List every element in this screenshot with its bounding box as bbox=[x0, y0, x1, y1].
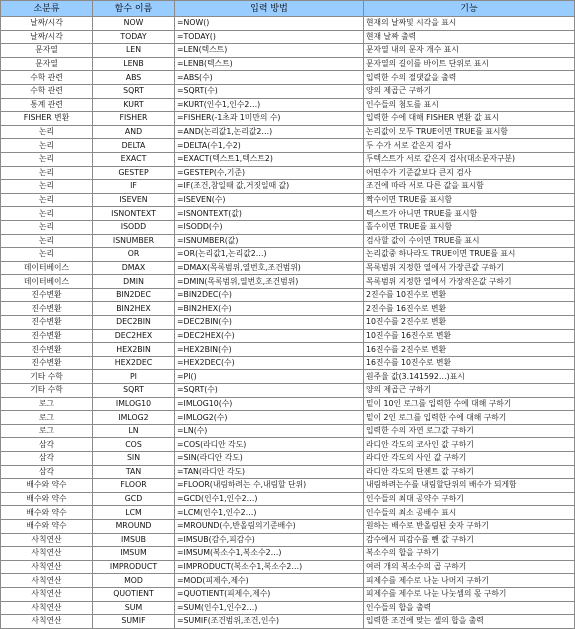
description-cell: 내림하려는수를 내림할단위의 배수가 되게함 bbox=[364, 479, 575, 493]
input-method-cell: =IMPRODUCT(복소수1,복소수2…) bbox=[175, 560, 364, 574]
function-name-cell: IMSUB bbox=[93, 533, 175, 547]
function-name-cell: LEN bbox=[93, 44, 175, 58]
table-row bbox=[1, 438, 575, 452]
function-name-cell: DELTA bbox=[93, 139, 175, 153]
category-cell: 진수변환 bbox=[1, 343, 93, 357]
input-method-cell: =DMIN(목록범위,열번호,조건범위) bbox=[175, 275, 364, 289]
table-row bbox=[1, 384, 575, 398]
description-cell: 감수에서 피감수를 뺀 값 구하기 bbox=[364, 533, 575, 547]
description-cell: 원하는 배수로 반올림된 숫자 구하기 bbox=[364, 519, 575, 533]
description-cell: 검사할 값이 수이면 TRUE를 표시 bbox=[364, 234, 575, 248]
description-cell: 2진수를 10진수로 변환 bbox=[364, 288, 575, 302]
description-cell: 목록범위 지정한 열에서 가장큰값 구하기 bbox=[364, 261, 575, 275]
table-row bbox=[1, 234, 575, 248]
function-name-cell: LCM bbox=[93, 506, 175, 520]
category-cell: 수학 관련 bbox=[1, 71, 93, 85]
table-row bbox=[1, 261, 575, 275]
table-row bbox=[1, 574, 575, 588]
input-method-cell: =SQRT(수) bbox=[175, 384, 364, 398]
category-cell: 날짜/시각 bbox=[1, 17, 93, 31]
function-name-cell: AND bbox=[93, 125, 175, 139]
input-method-cell: =IMLOG2(수) bbox=[175, 411, 364, 425]
description-cell: 피제수를 제수로 나눈 나눗셈의 몫 구하기 bbox=[364, 587, 575, 601]
input-method-cell: =DEC2BIN(수) bbox=[175, 316, 364, 330]
description-cell: 양의 제곱근 구하기 bbox=[364, 384, 575, 398]
input-method-cell: =SUM(인수1,인수2…) bbox=[175, 601, 364, 615]
function-name-cell: BIN2DEC bbox=[93, 288, 175, 302]
table-row bbox=[1, 288, 575, 302]
input-method-cell: =ISEVEN(수) bbox=[175, 193, 364, 207]
description-cell: 논리값중 하나라도 TRUE이면 TRUE를 표시 bbox=[364, 248, 575, 262]
category-cell: 사칙연산 bbox=[1, 560, 93, 574]
table-row bbox=[1, 152, 575, 166]
description-cell: 10진수를 2진수로 변환 bbox=[364, 316, 575, 330]
table-row bbox=[1, 166, 575, 180]
description-cell: 라디안 각도의 탄젠트 값 구하기 bbox=[364, 465, 575, 479]
header-function-desc: 기능 bbox=[364, 1, 575, 17]
table-row bbox=[1, 615, 575, 629]
input-method-cell: =DELTA(수1,수2) bbox=[175, 139, 364, 153]
input-method-cell: =SQRT(수) bbox=[175, 84, 364, 98]
description-cell: 양의 제곱근 구하기 bbox=[364, 84, 575, 98]
description-cell: 입력한 수의 자연 로그값 구하기 bbox=[364, 424, 575, 438]
table-row bbox=[1, 316, 575, 330]
description-cell: 어떤수가 기준값보다 큰지 검사 bbox=[364, 166, 575, 180]
category-cell: FISHER 변환 bbox=[1, 112, 93, 126]
header-category: 소분류 bbox=[1, 1, 93, 17]
category-cell: 로그 bbox=[1, 397, 93, 411]
input-method-cell: =BIN2DEC(수) bbox=[175, 288, 364, 302]
table-row bbox=[1, 125, 575, 139]
input-method-cell: =COS(라디안 각도) bbox=[175, 438, 364, 452]
function-name-cell: SQRT bbox=[93, 84, 175, 98]
category-cell: 논리 bbox=[1, 220, 93, 234]
header-row bbox=[1, 1, 575, 17]
category-cell: 사칙연산 bbox=[1, 547, 93, 561]
function-name-cell: BIN2HEX bbox=[93, 302, 175, 316]
table-row bbox=[1, 356, 575, 370]
description-cell: 입력한 수의 절댓값을 출력 bbox=[364, 71, 575, 85]
description-cell: 밑이 10인 로그를 입력한 수에 대해 구하기 bbox=[364, 397, 575, 411]
category-cell: 사칙연산 bbox=[1, 533, 93, 547]
table-row bbox=[1, 465, 575, 479]
table-row bbox=[1, 139, 575, 153]
function-name-cell: ISODD bbox=[93, 220, 175, 234]
description-cell: 텍스트가 아니면 TRUE를 표시함 bbox=[364, 207, 575, 221]
input-method-cell: =ISODD(수) bbox=[175, 220, 364, 234]
description-cell: 두텍스트가 서로 같은지 검사(대소문자구분) bbox=[364, 152, 575, 166]
description-cell: 10진수를 16진수로 변환 bbox=[364, 329, 575, 343]
description-cell: 현재 날짜 출력 bbox=[364, 30, 575, 44]
function-name-cell: QUOTIENT bbox=[93, 587, 175, 601]
function-name-cell: GESTEP bbox=[93, 166, 175, 180]
category-cell: 논리 bbox=[1, 152, 93, 166]
category-cell: 사칙연산 bbox=[1, 601, 93, 615]
table-row bbox=[1, 343, 575, 357]
table-row bbox=[1, 424, 575, 438]
table-row bbox=[1, 112, 575, 126]
category-cell: 논리 bbox=[1, 207, 93, 221]
table-row bbox=[1, 44, 575, 58]
input-method-cell: =TODAY() bbox=[175, 30, 364, 44]
category-cell: 로그 bbox=[1, 424, 93, 438]
function-name-cell: IMLOG2 bbox=[93, 411, 175, 425]
description-cell: 2진수를 16진수로 변환 bbox=[364, 302, 575, 316]
category-cell: 사칙연산 bbox=[1, 587, 93, 601]
description-cell: 원주율 값(3.141592…)표시 bbox=[364, 370, 575, 384]
description-cell: 피제수를 제수로 나눈 나머지 구하기 bbox=[364, 574, 575, 588]
input-method-cell: =FISHER(-1초과 1미만의 수) bbox=[175, 112, 364, 126]
category-cell: 사칙연산 bbox=[1, 574, 93, 588]
function-name-cell: SUM bbox=[93, 601, 175, 615]
category-cell: 로그 bbox=[1, 411, 93, 425]
description-cell: 라디안 각도의 사인 값 구하기 bbox=[364, 452, 575, 466]
header-function-name: 함수 이름 bbox=[93, 1, 175, 17]
category-cell: 삼각 bbox=[1, 438, 93, 452]
description-cell: 입력한 조건에 맞는 셀의 합을 출력 bbox=[364, 615, 575, 629]
function-name-cell: HEX2DEC bbox=[93, 356, 175, 370]
table-row bbox=[1, 370, 575, 384]
category-cell: 진수변환 bbox=[1, 329, 93, 343]
function-name-cell: NOW bbox=[93, 17, 175, 31]
table-body bbox=[1, 17, 575, 629]
function-name-cell: DMIN bbox=[93, 275, 175, 289]
function-name-cell: TAN bbox=[93, 465, 175, 479]
function-name-cell: LENB bbox=[93, 57, 175, 71]
input-method-cell: =PI() bbox=[175, 370, 364, 384]
table-row bbox=[1, 547, 575, 561]
description-cell: 여러 개의 복소수의 곱 구하기 bbox=[364, 560, 575, 574]
category-cell: 논리 bbox=[1, 180, 93, 194]
description-cell: 16진수를 2진수로 변환 bbox=[364, 343, 575, 357]
function-name-cell: SQRT bbox=[93, 384, 175, 398]
input-method-cell: =NOW() bbox=[175, 17, 364, 31]
input-method-cell: =GCD(인수1,인수2…) bbox=[175, 492, 364, 506]
category-cell: 진수변환 bbox=[1, 316, 93, 330]
function-name-cell: OR bbox=[93, 248, 175, 262]
table-row bbox=[1, 302, 575, 316]
function-name-cell: COS bbox=[93, 438, 175, 452]
description-cell: 복소수의 합을 구하기 bbox=[364, 547, 575, 561]
input-method-cell: =LENB(텍스트) bbox=[175, 57, 364, 71]
description-cell: 조건에 따라 서로 다른 값을 표시함 bbox=[364, 180, 575, 194]
input-method-cell: =HEX2BIN(수) bbox=[175, 343, 364, 357]
category-cell: 문자열 bbox=[1, 44, 93, 58]
description-cell: 홀수이면 TRUE를 표시함 bbox=[364, 220, 575, 234]
table-row bbox=[1, 452, 575, 466]
table-row bbox=[1, 492, 575, 506]
table-row bbox=[1, 180, 575, 194]
category-cell: 기타 수학 bbox=[1, 370, 93, 384]
category-cell: 사칙연산 bbox=[1, 615, 93, 629]
category-cell: 수학 관련 bbox=[1, 84, 93, 98]
category-cell: 진수변환 bbox=[1, 288, 93, 302]
function-name-cell: SUMIF bbox=[93, 615, 175, 629]
description-cell: 밑이 2인 로그를 입력한 수에 대해 구하기 bbox=[364, 411, 575, 425]
table-row bbox=[1, 601, 575, 615]
input-method-cell: =LEN(텍스트) bbox=[175, 44, 364, 58]
input-method-cell: =ISNUMBER(값) bbox=[175, 234, 364, 248]
input-method-cell: =OR(논리값1,논리값2…) bbox=[175, 248, 364, 262]
category-cell: 기타 수학 bbox=[1, 384, 93, 398]
header-input-method: 입력 방법 bbox=[175, 1, 364, 17]
function-name-cell: PI bbox=[93, 370, 175, 384]
input-method-cell: =BIN2HEX(수) bbox=[175, 302, 364, 316]
category-cell: 문자열 bbox=[1, 57, 93, 71]
input-method-cell: =KURT(인수1,인수2…) bbox=[175, 98, 364, 112]
table-row bbox=[1, 248, 575, 262]
description-cell: 16진수를 10진수로 변환 bbox=[364, 356, 575, 370]
category-cell: 논리 bbox=[1, 248, 93, 262]
input-method-cell: =TAN(라디안 각도) bbox=[175, 465, 364, 479]
input-method-cell: =LN(수) bbox=[175, 424, 364, 438]
input-method-cell: =IF(조건,참일때 값,거짓일때 값) bbox=[175, 180, 364, 194]
category-cell: 삼각 bbox=[1, 452, 93, 466]
table-row bbox=[1, 30, 575, 44]
table-row bbox=[1, 533, 575, 547]
table-row bbox=[1, 84, 575, 98]
description-cell: 두 수가 서로 같은지 검사 bbox=[364, 139, 575, 153]
function-name-cell: TODAY bbox=[93, 30, 175, 44]
input-method-cell: =DEC2HEX(수) bbox=[175, 329, 364, 343]
table-row bbox=[1, 275, 575, 289]
input-method-cell: =HEX2DEC(수) bbox=[175, 356, 364, 370]
description-cell: 인수들의 첨도를 표시 bbox=[364, 98, 575, 112]
category-cell: 진수변환 bbox=[1, 302, 93, 316]
description-cell: 라디안 각도의 코사인 값 구하기 bbox=[364, 438, 575, 452]
table-row bbox=[1, 411, 575, 425]
input-method-cell: =EXACT(텍스트1,텍스트2) bbox=[175, 152, 364, 166]
table-row bbox=[1, 479, 575, 493]
category-cell: 데이터베이스 bbox=[1, 261, 93, 275]
input-method-cell: =MROUND(수,반올림의기준배수) bbox=[175, 519, 364, 533]
function-name-cell: IMPRODUCT bbox=[93, 560, 175, 574]
function-name-cell: FISHER bbox=[93, 112, 175, 126]
function-name-cell: IMSUM bbox=[93, 547, 175, 561]
input-method-cell: =SIN(라디안 각도) bbox=[175, 452, 364, 466]
function-name-cell: IF bbox=[93, 180, 175, 194]
table-row bbox=[1, 397, 575, 411]
input-method-cell: =MOD(피제수,제수) bbox=[175, 574, 364, 588]
function-name-cell: ISNONTEXT bbox=[93, 207, 175, 221]
input-method-cell: =DMAX(목록범위,열번호,조건범위) bbox=[175, 261, 364, 275]
description-cell: 인수들의 최소 공배수 표시 bbox=[364, 506, 575, 520]
category-cell: 데이터베이스 bbox=[1, 275, 93, 289]
function-name-cell: KURT bbox=[93, 98, 175, 112]
function-name-cell: FLOOR bbox=[93, 479, 175, 493]
category-cell: 논리 bbox=[1, 193, 93, 207]
table-row bbox=[1, 98, 575, 112]
function-name-cell: DMAX bbox=[93, 261, 175, 275]
description-cell: 인수들의 최대 공약수 구하기 bbox=[364, 492, 575, 506]
function-name-cell: DEC2HEX bbox=[93, 329, 175, 343]
table-row bbox=[1, 17, 575, 31]
description-cell: 인수들의 합을 출력 bbox=[364, 601, 575, 615]
function-name-cell: ISEVEN bbox=[93, 193, 175, 207]
table-row bbox=[1, 519, 575, 533]
description-cell: 현재의 날짜및 시각을 표시 bbox=[364, 17, 575, 31]
input-method-cell: =LCM(인수1,인수2…) bbox=[175, 506, 364, 520]
description-cell: 문자열 내의 문자 개수 표시 bbox=[364, 44, 575, 58]
table-row bbox=[1, 560, 575, 574]
input-method-cell: =IMSUM(복소수1,복소수2…) bbox=[175, 547, 364, 561]
table-row bbox=[1, 329, 575, 343]
category-cell: 배수와 약수 bbox=[1, 519, 93, 533]
description-cell: 입력한 수에 대해 FISHER 변환 값 표시 bbox=[364, 112, 575, 126]
input-method-cell: =IMLOG10(수) bbox=[175, 397, 364, 411]
input-method-cell: =QUOTIENT(피제수,제수) bbox=[175, 587, 364, 601]
description-cell: 목록범위 지정한 열에서 가장작은값 구하기 bbox=[364, 275, 575, 289]
table-row bbox=[1, 220, 575, 234]
description-cell: 문자열의 길이를 바이트 단위로 표시 bbox=[364, 57, 575, 71]
input-method-cell: =GESTEP(수,기준) bbox=[175, 166, 364, 180]
category-cell: 논리 bbox=[1, 139, 93, 153]
function-name-cell: EXACT bbox=[93, 152, 175, 166]
table-row bbox=[1, 71, 575, 85]
category-cell: 배수와 약수 bbox=[1, 492, 93, 506]
input-method-cell: =IMSUB(감수,피감수) bbox=[175, 533, 364, 547]
table-row bbox=[1, 506, 575, 520]
function-name-cell: LN bbox=[93, 424, 175, 438]
function-name-cell: MROUND bbox=[93, 519, 175, 533]
function-name-cell: HEX2BIN bbox=[93, 343, 175, 357]
function-name-cell: ISNUMBER bbox=[93, 234, 175, 248]
function-name-cell: IMLOG10 bbox=[93, 397, 175, 411]
table-row bbox=[1, 57, 575, 71]
input-method-cell: =SUMIF(조건범위,조건,인수) bbox=[175, 615, 364, 629]
category-cell: 통계 관련 bbox=[1, 98, 93, 112]
function-name-cell: DEC2BIN bbox=[93, 316, 175, 330]
table-row bbox=[1, 587, 575, 601]
input-method-cell: =FLOOR(내림하려는 수,내림할 단위) bbox=[175, 479, 364, 493]
table-row bbox=[1, 193, 575, 207]
category-cell: 삼각 bbox=[1, 465, 93, 479]
description-cell: 짝수이면 TRUE를 표시함 bbox=[364, 193, 575, 207]
category-cell: 배수와 약수 bbox=[1, 506, 93, 520]
input-method-cell: =ISNONTEXT(값) bbox=[175, 207, 364, 221]
category-cell: 진수변환 bbox=[1, 356, 93, 370]
function-name-cell: MOD bbox=[93, 574, 175, 588]
function-name-cell: GCD bbox=[93, 492, 175, 506]
function-name-cell: ABS bbox=[93, 71, 175, 85]
category-cell: 논리 bbox=[1, 125, 93, 139]
input-method-cell: =ABS(수) bbox=[175, 71, 364, 85]
category-cell: 날짜/시각 bbox=[1, 30, 93, 44]
category-cell: 논리 bbox=[1, 234, 93, 248]
function-name-cell: SIN bbox=[93, 452, 175, 466]
category-cell: 배수와 약수 bbox=[1, 479, 93, 493]
description-cell: 논리값이 모두 TRUE이면 TRUE를 표시함 bbox=[364, 125, 575, 139]
category-cell: 논리 bbox=[1, 166, 93, 180]
input-method-cell: =AND(논리값1,논리값2…) bbox=[175, 125, 364, 139]
table-row bbox=[1, 207, 575, 221]
